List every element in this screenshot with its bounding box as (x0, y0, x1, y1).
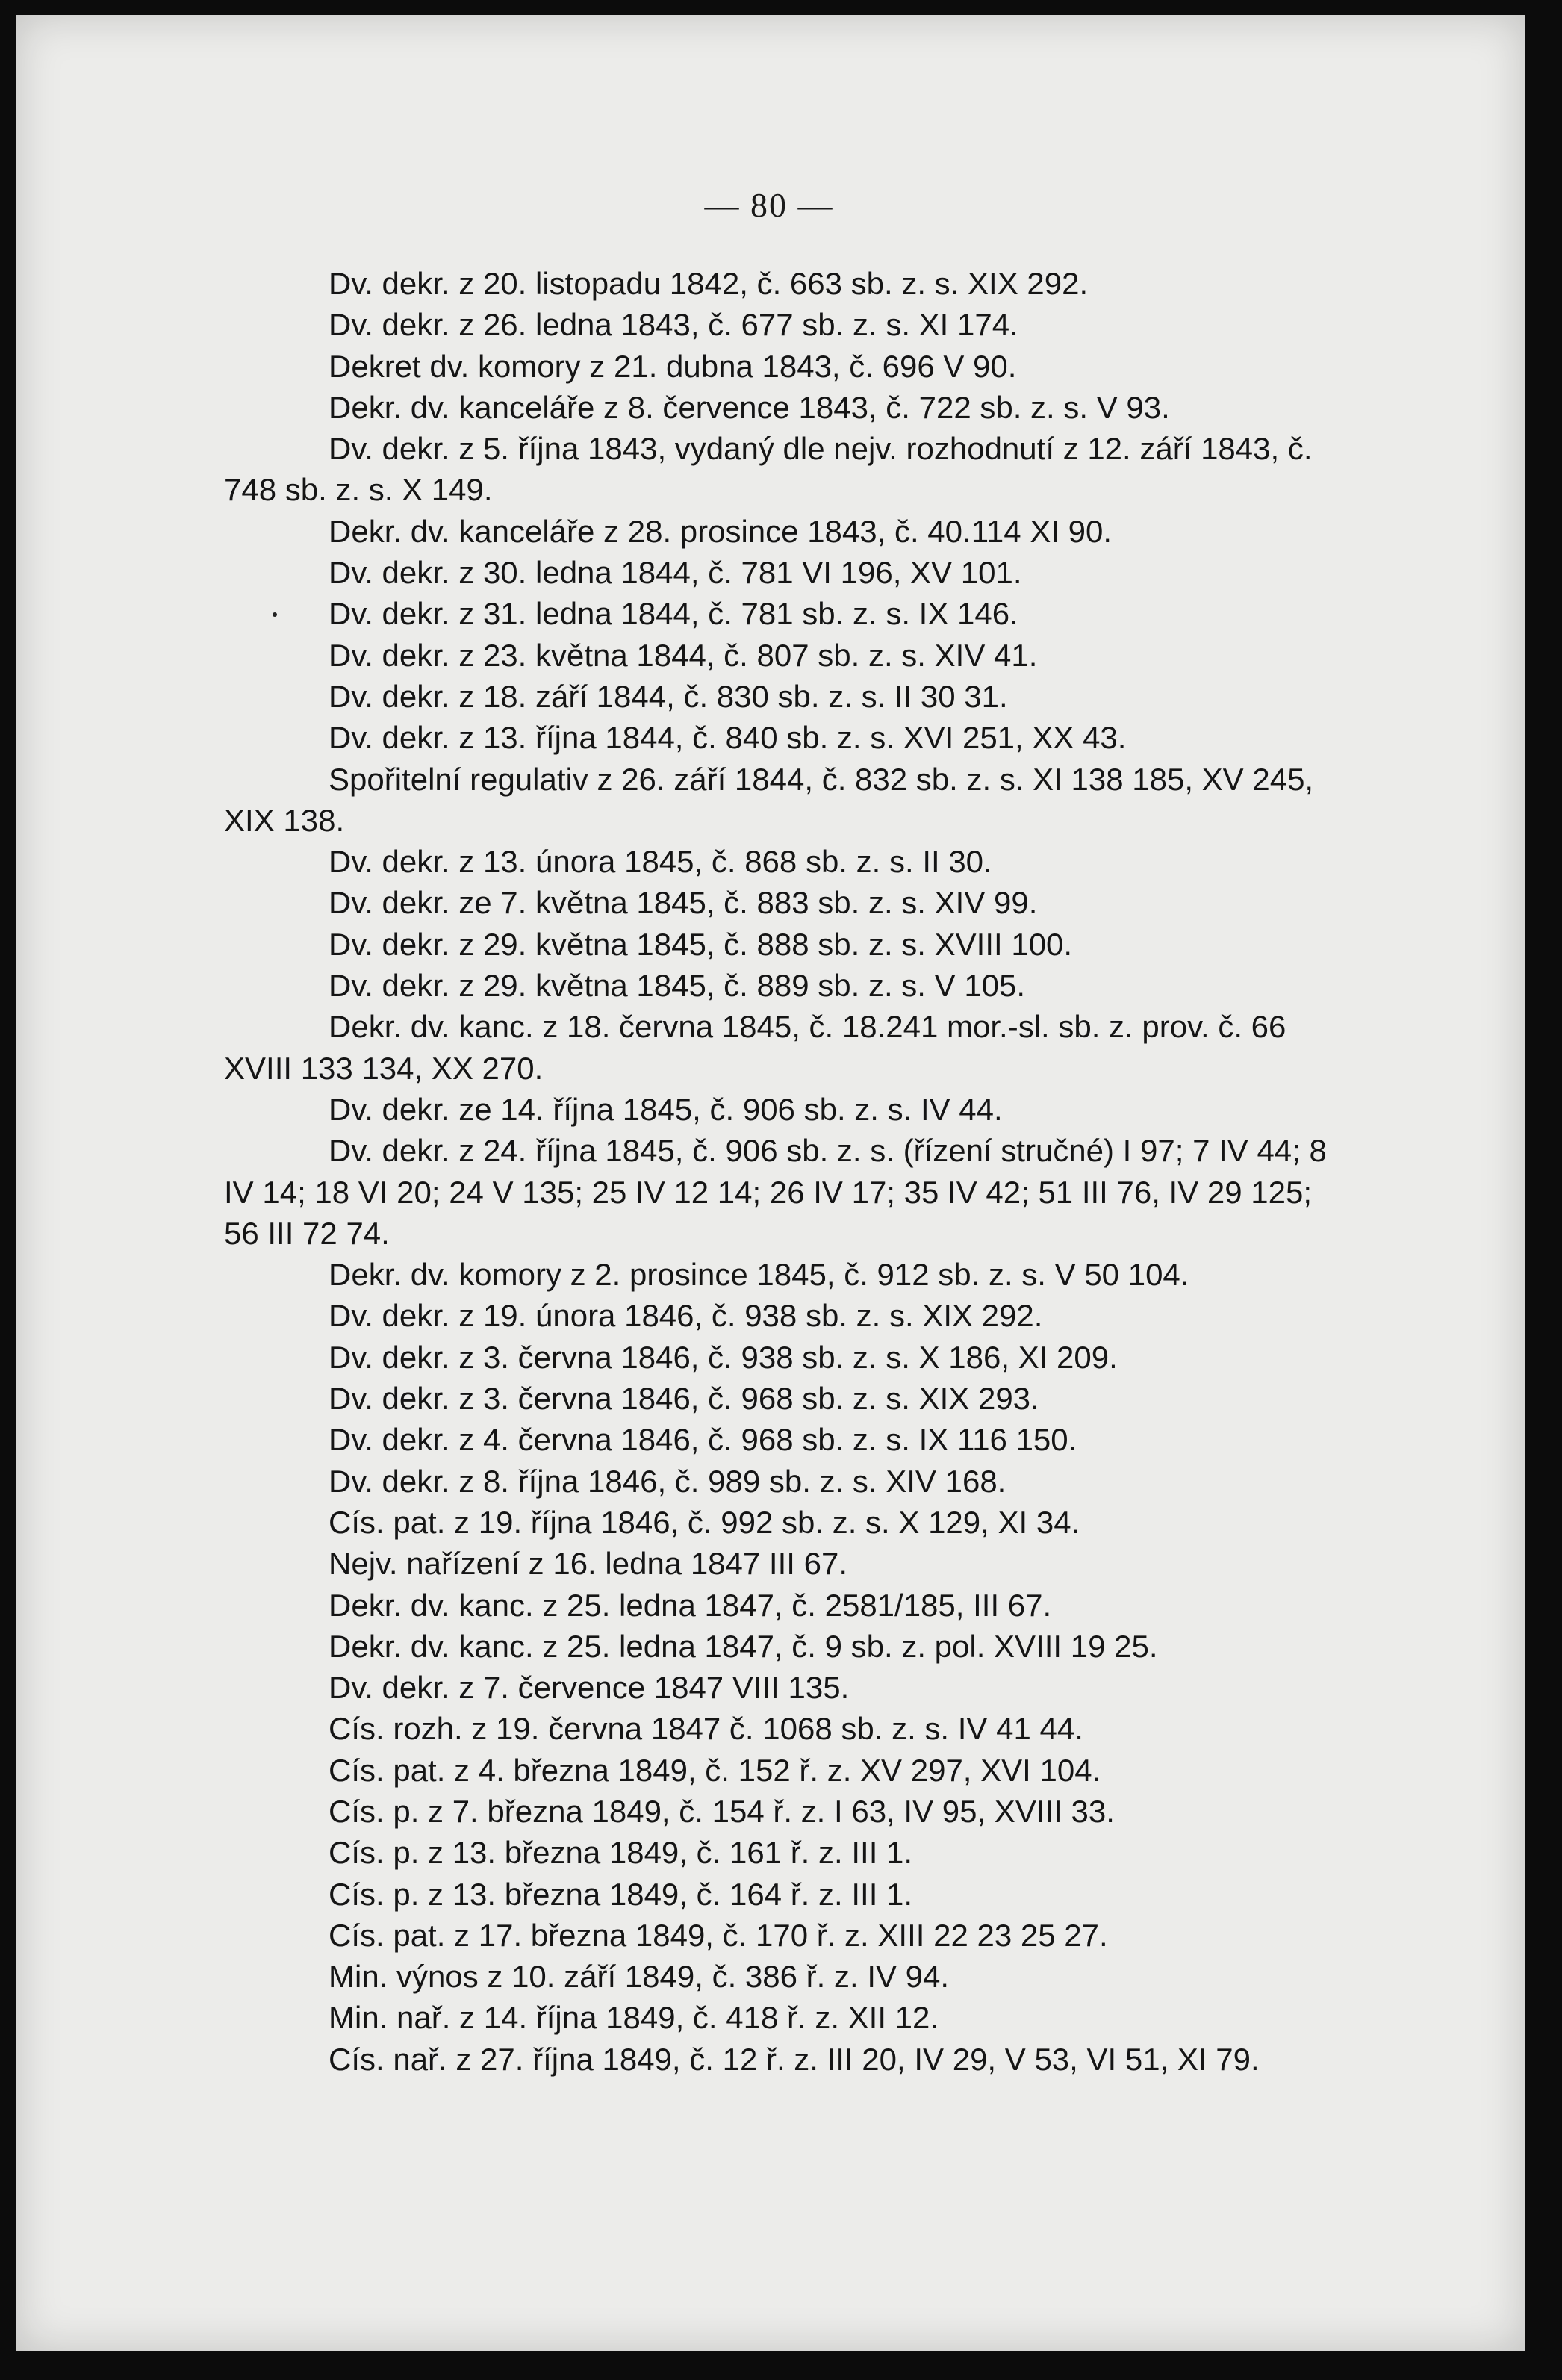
register-entry: Dv. dekr. z 8. října 1846, č. 989 sb. z. s. XIV 168. (329, 1463, 1006, 1499)
register-entry: Dv. dekr. z 13. února 1845, č. 868 sb. z. s. II 30. (329, 844, 992, 880)
register-entry: Dekr. dv. kanceláře z 28. prosince 1843, č. 40.114 XI 90. (329, 513, 1113, 549)
register-entry: Dv. dekr. z 29. května 1845, č. 888 sb. z. s. XVIII 100. (329, 926, 1073, 962)
register-entry: Dv. dekr. z 5. října 1843, vydaný dle nejv. rozhodnutí z 12. září 1843, č. 748 sb. z. s. X 149. (224, 431, 1313, 508)
register-entry: Dv. dekr. z 19. února 1846, č. 938 sb. z. s. XIX 292. (329, 1298, 1043, 1334)
register-entry: Dv. dekr. ze 14. října 1845, č. 906 sb. z. s. IV 44. (329, 1091, 1003, 1127)
register-entry: Dv. dekr. z 7. července 1847 VIII 135. (329, 1670, 850, 1706)
register-entry: Dv. dekr. z 23. května 1844, č. 807 sb. z. s. XIV 41. (329, 637, 1038, 673)
register-entry: Dekr. dv. kanc. z 25. ledna 1847, č. 2581/185, III 67. (329, 1587, 1052, 1623)
register-entry: Cís. pat. z 4. března 1849, č. 152 ř. z. XV 297, XVI 104. (329, 1752, 1101, 1788)
page-number: — 80 — (704, 186, 834, 224)
register-entry: Dv. dekr. ze 7. května 1845, č. 883 sb. z. s. XIV 99. (329, 885, 1038, 921)
register-entry: Dv. dekr. z 3. června 1846, č. 968 sb. z. s. XIX 293. (329, 1381, 1039, 1417)
register-entry: Cís. pat. z 19. října 1846, č. 992 sb. z. s. X 129, XI 34. (329, 1504, 1080, 1540)
register-entry: Dv. dekr. z 26. ledna 1843, č. 677 sb. z. s. XI 174. (329, 307, 1018, 343)
register-entry: Cís. p. z 13. března 1849, č. 161 ř. z. III 1. (329, 1835, 913, 1871)
register-entry: Dv. dekr. z 4. června 1846, č. 968 sb. z. s. IX 116 150. (329, 1422, 1077, 1458)
register-entry: Cís. rozh. z 19. června 1847 č. 1068 sb. z. s. IV 41 44. (329, 1711, 1083, 1747)
register-entry: Nejv. nařízení z 16. ledna 1847 III 67. (329, 1546, 847, 1582)
register-entry: Dv. dekr. z 29. května 1845, č. 889 sb. z. s. V 105. (329, 968, 1026, 1004)
register-entry: Dv. dekr. z 18. září 1844, č. 830 sb. z. s. II 30 31. (329, 678, 1008, 714)
register-entry: Dekr. dv. kanc. z 25. ledna 1847, č. 9 sb. z. pol. XVIII 19 25. (329, 1628, 1158, 1664)
register-entry: Spořitelní regulativ z 26. září 1844, č. 832 sb. z. s. XI 138 185, XV 245, XIX 138. (224, 761, 1314, 838)
register-entry: Dv. dekr. z 31. ledna 1844, č. 781 sb. z. s. IX 146. (329, 596, 1018, 632)
register-entry: Cís. p. z 7. března 1849, č. 154 ř. z. I 63, IV 95, XVIII 33. (329, 1793, 1115, 1829)
register-entry: Dv. dekr. z 3. června 1846, č. 938 sb. z. s. X 186, XI 209. (329, 1339, 1118, 1375)
register-entry: Dekret dv. komory z 21. dubna 1843, č. 696 V 90. (329, 348, 1017, 384)
register-entry: Dv. dekr. z 20. listopadu 1842, č. 663 sb. z. s. XIX 292. (329, 266, 1089, 301)
register-entry: Dv. dekr. z 13. října 1844, č. 840 sb. z. s. XVI 251, XX 43. (329, 720, 1127, 756)
register-entry: Dekr. dv. komory z 2. prosince 1845, č. 912 sb. z. s. V 50 104. (329, 1257, 1189, 1293)
register-entry: Dv. dekr. z 24. října 1845, č. 906 sb. z. s. (řízení stručné) I 97; 7 IV 44; 8 IV 14; 18 VI 20; 24 V 135; 25 IV 12 14; 26 IV 17; 35 IV 42; 51 III 76, IV 29 125; 56 III 72 74. (224, 1133, 1327, 1251)
register-entry: Min. výnos z 10. září 1849, č. 386 ř. z. IV 94. (329, 1959, 950, 1995)
register-entry: Cís. pat. z 17. března 1849, č. 170 ř. z. XIII 22 23 25 27. (329, 1917, 1108, 1953)
register-entry: Cís. p. z 13. března 1849, č. 164 ř. z. III 1. (329, 1876, 913, 1912)
register-entry: Min. nař. z 14. října 1849, č. 418 ř. z. XII 12. (329, 2000, 939, 2036)
register-entry: Dv. dekr. z 30. ledna 1844, č. 781 VI 196, XV 101. (329, 555, 1022, 591)
register-entry: Cís. nař. z 27. října 1849, č. 12 ř. z. III 20, IV 29, V 53, VI 51, XI 79. (329, 2041, 1260, 2077)
register-entry: Dekr. dv. kanc. z 18. června 1845, č. 18.241 mor.-sl. sb. z. prov. č. 66 XVIII 133 134, XX 270. (224, 1009, 1286, 1086)
register-entry: Dekr. dv. kanceláře z 8. července 1843, č. 722 sb. z. s. V 93. (329, 389, 1170, 425)
register-list (224, 263, 1344, 2080)
